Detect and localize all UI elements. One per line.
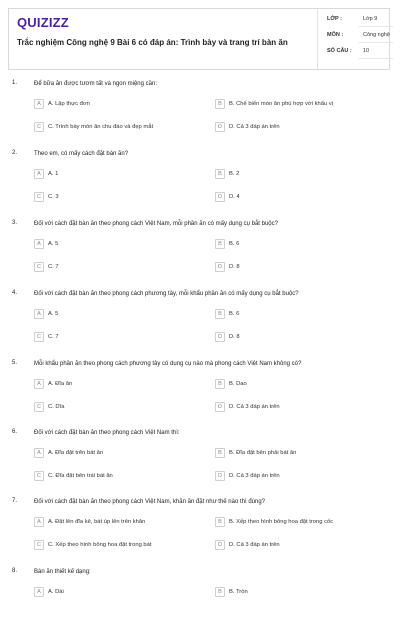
meta-value: 10 <box>363 48 370 54</box>
option-letter-box: C <box>34 122 44 132</box>
meta-label: MÔN : <box>327 32 344 38</box>
option-letter-box: B <box>215 99 225 109</box>
option-text: C. Dĩa <box>48 403 65 410</box>
question-number: 6. <box>12 429 18 435</box>
answer-option[interactable] <box>34 309 204 323</box>
option-letter-box: B <box>215 379 225 389</box>
option-letter-box: B <box>215 587 225 597</box>
option-text: C. Xếp theo hình bông hoa đặt trong bát <box>48 541 152 548</box>
option-text: B. Tròn <box>229 588 248 595</box>
answer-option[interactable] <box>34 540 204 554</box>
option-text: A. Đĩa ăn <box>48 380 73 387</box>
option-text: D. 8 <box>229 263 240 270</box>
option-text: B. Chế biến món ăn phù hợp với khẩu vị <box>229 100 333 107</box>
option-text: D. Cả 3 đáp án trên <box>229 541 280 548</box>
option-letter-box: D <box>215 402 225 412</box>
option-text: D. Cả 3 đáp án trên <box>229 403 280 410</box>
question-text: Đối với cách đặt bàn ăn theo phong cách Việt Nam, khăn ăn đặt như thế nào thì đúng? <box>34 499 265 505</box>
option-letter-box: D <box>215 332 225 342</box>
question-text: Theo em, có mấy cách đặt bàn ăn? <box>34 151 129 157</box>
meta-underline <box>359 58 393 59</box>
option-letter-box: A <box>34 239 44 249</box>
option-text: A. 5 <box>48 310 59 317</box>
question-item <box>0 429 400 493</box>
answer-option[interactable] <box>215 540 385 554</box>
option-letter-box: C <box>34 471 44 481</box>
option-text: B. Đĩa đặt bên phải bát ăn <box>229 449 297 456</box>
option-letter-box: C <box>34 332 44 342</box>
answer-option[interactable] <box>34 262 204 276</box>
answer-option[interactable] <box>215 402 385 416</box>
answer-option[interactable] <box>34 192 204 206</box>
question-text: Đối với cách đặt bàn ăn theo phong cách Việt Nam thì: <box>34 430 180 436</box>
answer-option[interactable] <box>34 239 204 253</box>
answer-option[interactable] <box>34 122 204 136</box>
question-item <box>0 220 400 284</box>
question-text: Đối với cách đặt bàn ăn theo phong cách Việt Nam, mỗi phần ăn có mấy dụng cụ bắt buộc? <box>34 221 278 227</box>
answer-option[interactable] <box>215 239 385 253</box>
option-letter-box: D <box>215 192 225 202</box>
option-letter-box: A <box>34 587 44 597</box>
answer-option[interactable] <box>34 402 204 416</box>
answer-option[interactable] <box>34 471 204 485</box>
answer-option[interactable] <box>34 448 204 462</box>
question-item <box>0 498 400 562</box>
question-number: 3. <box>12 220 18 226</box>
option-text: C. 3 <box>48 193 59 200</box>
option-letter-box: D <box>215 471 225 481</box>
meta-class <box>327 16 391 28</box>
question-number: 7. <box>12 498 18 504</box>
question-number: 4. <box>12 290 18 296</box>
option-letter-box: D <box>215 540 225 550</box>
meta-value: Lớp 9 <box>363 16 378 22</box>
answer-option[interactable] <box>215 122 385 136</box>
answer-option[interactable] <box>215 309 385 323</box>
question-text: Mỗi khẩu phần ăn theo phong cách phương tây có dụng cụ nào mà phong cách Việt Nam không có? <box>34 361 302 367</box>
option-text: A. Dài <box>48 588 64 595</box>
answer-option[interactable] <box>215 379 385 393</box>
option-letter-box: B <box>215 239 225 249</box>
answer-option[interactable] <box>34 332 204 346</box>
answer-option[interactable] <box>215 517 385 531</box>
option-text: B. 6 <box>229 310 240 317</box>
meta-subject <box>327 32 391 44</box>
header-divider <box>317 9 318 69</box>
question-text: Bàn ăn thiết kế dạng: <box>34 569 91 575</box>
option-letter-box: C <box>34 192 44 202</box>
question-item <box>0 290 400 354</box>
option-text: D. 8 <box>229 333 240 340</box>
question-item <box>0 568 400 632</box>
meta-label: LỚP : <box>327 16 342 22</box>
answer-option[interactable] <box>215 448 385 462</box>
question-text: Để bữa ăn được tươm tất và ngon miệng cần: <box>34 81 157 87</box>
option-text: B. Xếp theo hình bông hoa đặt trong cốc <box>229 518 334 525</box>
option-letter-box: D <box>215 122 225 132</box>
option-letter-box: C <box>34 540 44 550</box>
question-item <box>0 80 400 144</box>
option-text: C. Đĩa đặt bên trái bát ăn <box>48 472 113 479</box>
answer-option[interactable] <box>34 379 204 393</box>
option-text: D. Cả 3 đáp án trên <box>229 123 280 130</box>
option-text: A. 1 <box>48 170 59 177</box>
meta-underline <box>359 26 393 27</box>
option-text: C. Trình bày món ăn chu đáo và đẹp mắt <box>48 123 154 130</box>
meta-value: Công nghệ <box>363 32 390 38</box>
option-letter-box: C <box>34 402 44 412</box>
answer-option[interactable] <box>215 192 385 206</box>
answer-option[interactable] <box>34 99 204 113</box>
question-number: 2. <box>12 150 18 156</box>
option-letter-box: D <box>215 262 225 272</box>
option-letter-box: A <box>34 169 44 179</box>
answer-option[interactable] <box>215 332 385 346</box>
quizizz-logo: QUIZIZZ <box>17 15 69 30</box>
option-text: D. 4 <box>229 193 240 200</box>
option-letter-box: A <box>34 309 44 319</box>
question-number: 5. <box>12 360 18 366</box>
option-letter-box: A <box>34 379 44 389</box>
option-text: B. 2 <box>229 170 240 177</box>
question-number: 1. <box>12 80 18 86</box>
option-text: A. Lập thực đơn <box>48 100 90 107</box>
option-letter-box: A <box>34 517 44 527</box>
option-text: A. 5 <box>48 240 59 247</box>
option-letter-box: A <box>34 448 44 458</box>
answer-option[interactable] <box>215 99 385 113</box>
answer-option[interactable] <box>215 587 385 601</box>
worksheet-title: Trắc nghiệm Công nghệ 9 Bài 6 có đáp án: Trình bày và trang trí bàn ăn <box>17 38 288 47</box>
question-number: 8. <box>12 568 18 574</box>
option-text: C. 7 <box>48 263 59 270</box>
answer-option[interactable] <box>215 169 385 183</box>
answer-option[interactable] <box>34 169 204 183</box>
option-letter-box: C <box>34 262 44 272</box>
option-letter-box: A <box>34 99 44 109</box>
option-letter-box: B <box>215 517 225 527</box>
option-text: A. Đặt lên đĩa kê, bát úp lên trên khăn <box>48 518 146 525</box>
answer-option[interactable] <box>215 262 385 276</box>
option-letter-box: B <box>215 309 225 319</box>
question-text: Đối với cách đặt bàn ăn theo phong cách phương tây, mỗi khẩu phần ăn có mấy dụng cụ bắt buộc? <box>34 291 299 297</box>
option-text: B. Dao <box>229 380 247 387</box>
question-item <box>0 150 400 214</box>
option-text: B. 6 <box>229 240 240 247</box>
option-text: C. 7 <box>48 333 59 340</box>
option-text: A. Đĩa đặt trên bát ăn <box>48 449 104 456</box>
option-letter-box: B <box>215 448 225 458</box>
meta-underline <box>359 42 393 43</box>
answer-option[interactable] <box>34 587 204 601</box>
meta-question-count <box>327 48 391 60</box>
answer-option[interactable] <box>215 471 385 485</box>
option-letter-box: B <box>215 169 225 179</box>
answer-option[interactable] <box>34 517 204 531</box>
option-text: D. Cả 3 đáp án trên <box>229 472 280 479</box>
worksheet-header <box>8 8 390 70</box>
question-item <box>0 360 400 424</box>
meta-label: SỐ CÂU : <box>327 48 352 54</box>
